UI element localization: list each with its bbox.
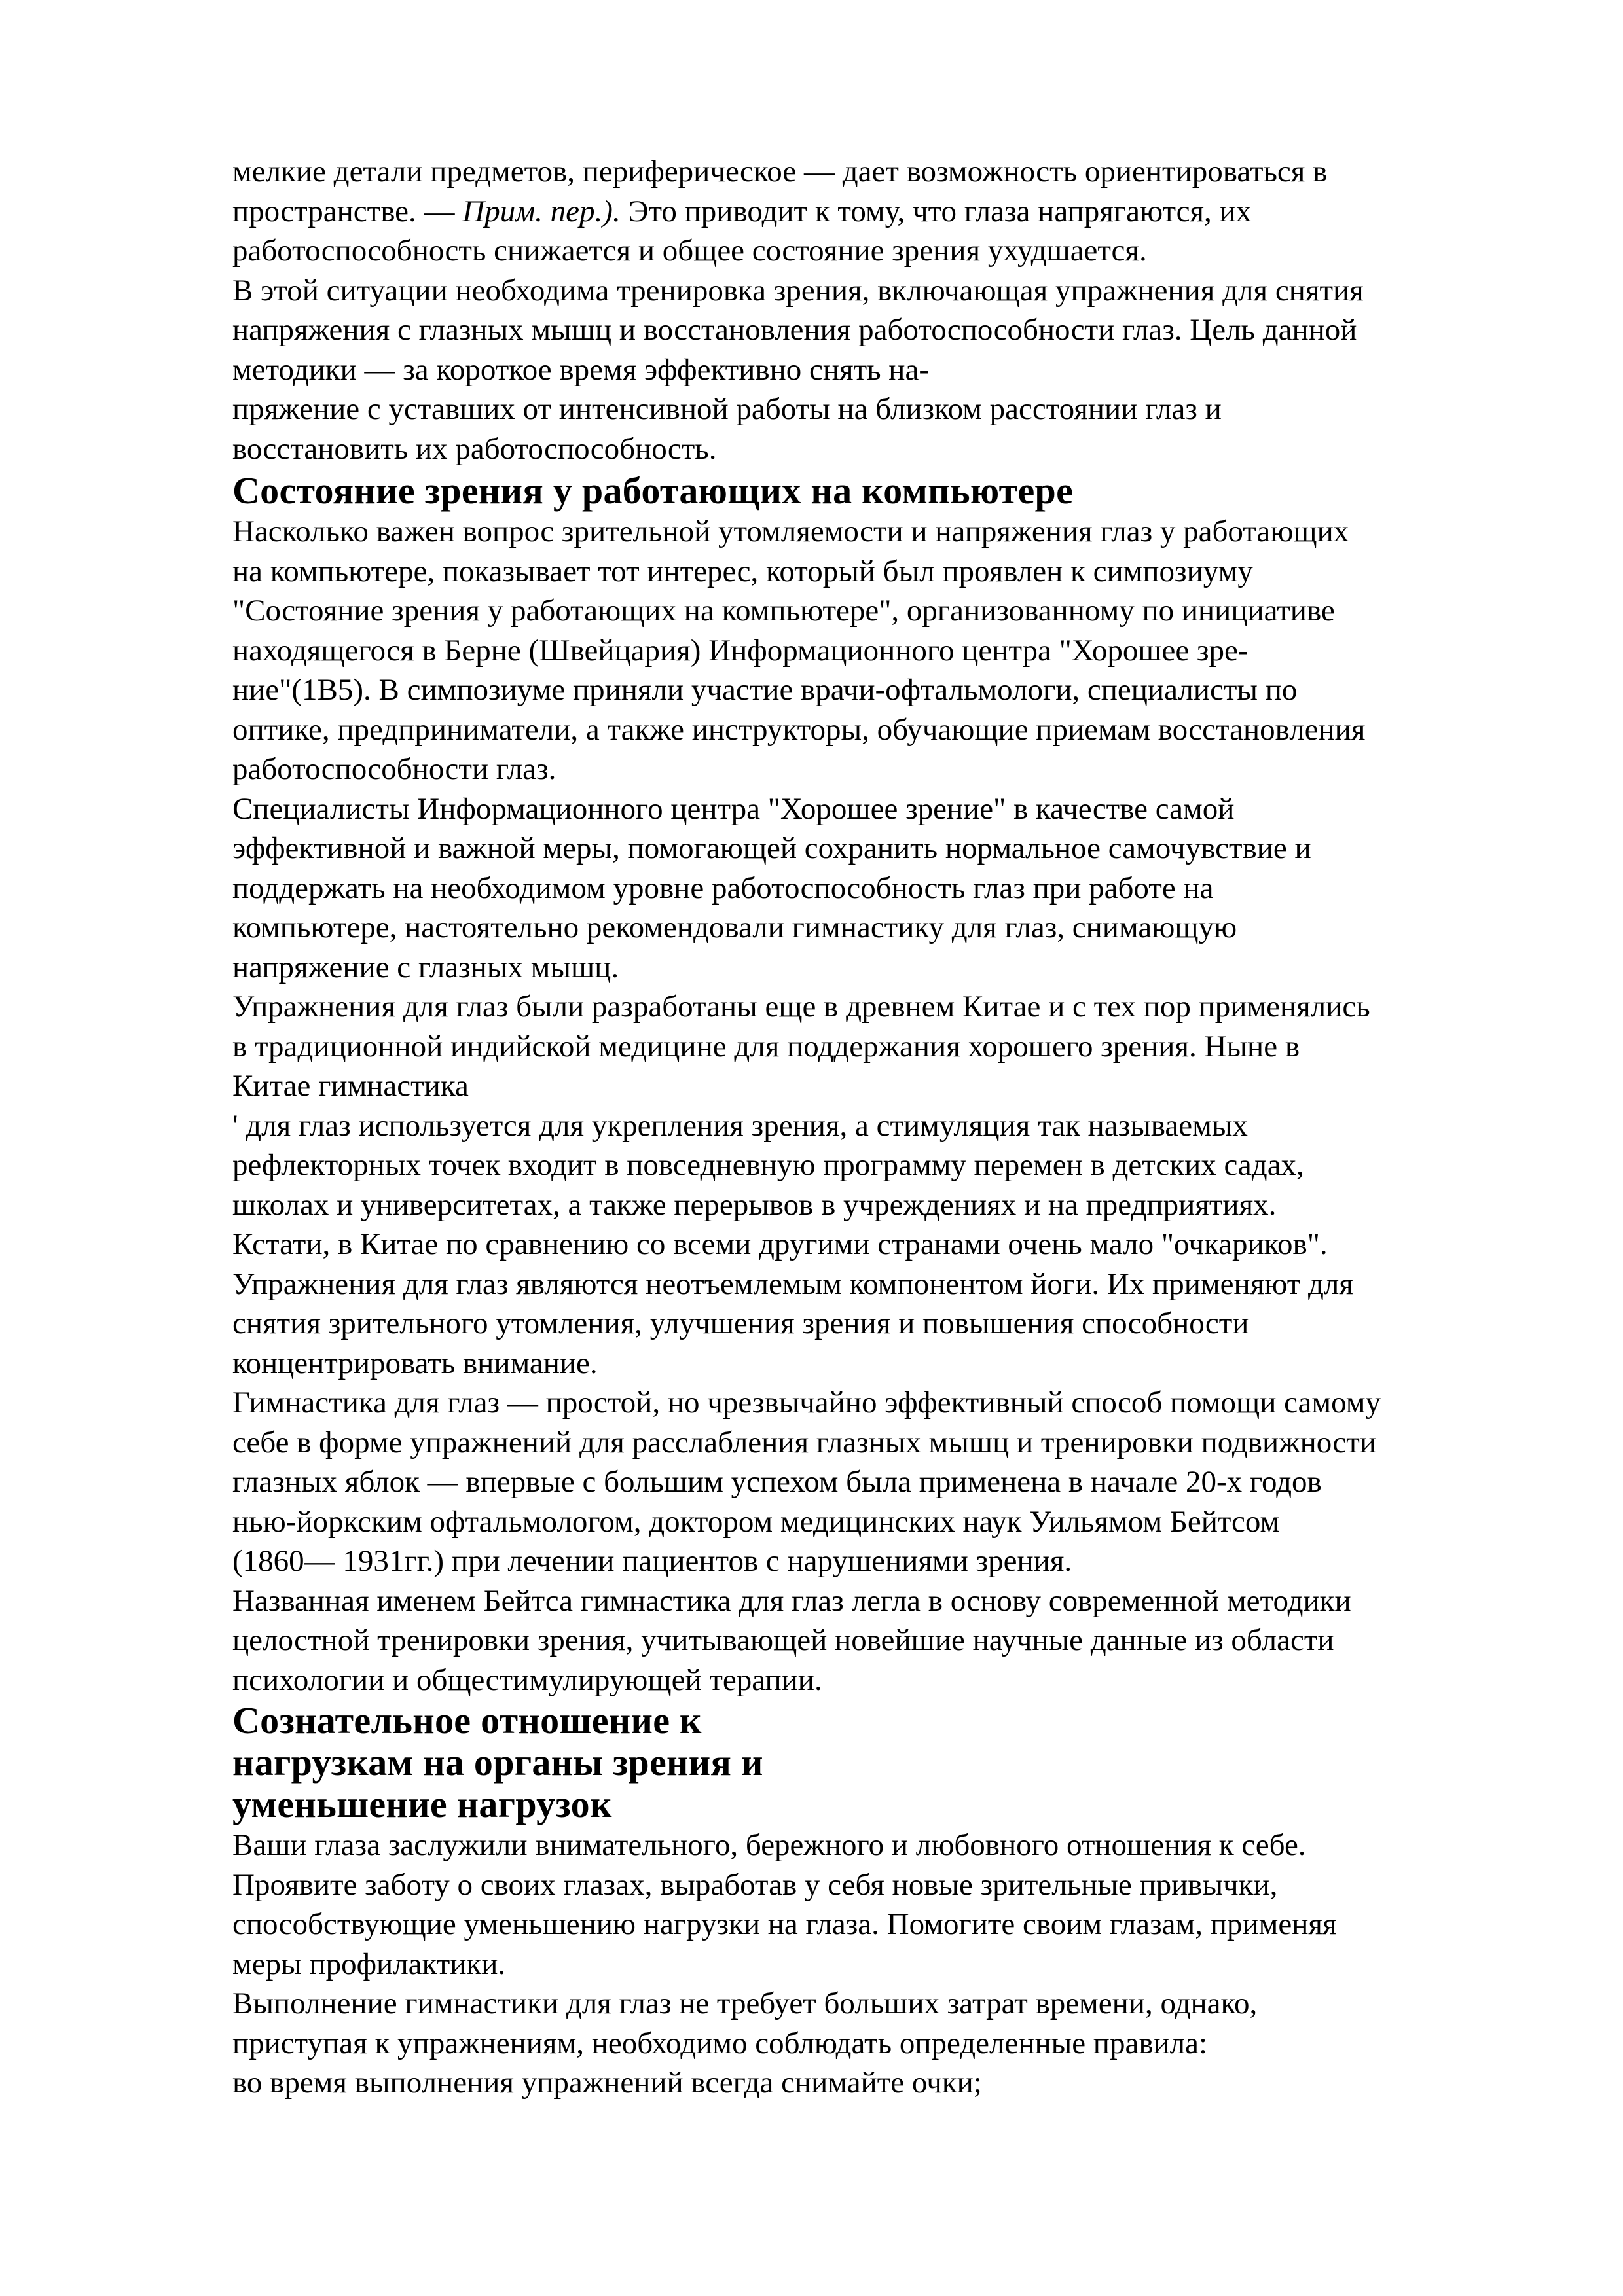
section-heading-eye-load [232, 1700, 1535, 1825]
text-line: Насколько важен вопрос зрительной утомляемости и напряжения глаз у работающих [232, 514, 1349, 548]
heading-line: Сознательное отношение к [232, 1699, 702, 1742]
text-line: Кстати, в Китае по сравнению со всеми другими странами очень мало "очкариков". [232, 1227, 1328, 1261]
heading-line: уменьшение нагрузок [232, 1783, 612, 1825]
text-line: во время выполнения упражнений всегда снимайте очки; [232, 2066, 982, 2100]
text-line: напряжение с глазных мышц. [232, 950, 619, 984]
paragraph-13 [232, 1984, 1535, 2063]
text-segment: пространстве. — [232, 194, 463, 228]
text-line: работоспособности глаз. [232, 752, 556, 786]
text-line: эффективной и важной меры, помогающей сохранить нормальное самочувствие и [232, 831, 1311, 865]
text-line: ' для глаз используется для укрепления зрения, а стимуляция так называемых [232, 1108, 1248, 1143]
text-line: методики — за короткое время эффективно снять на- [232, 352, 929, 387]
text-line: компьютере, настоятельно рекомендовали гимнастику для глаз, снимающую [232, 910, 1237, 944]
text-line: концентрировать внимание. [232, 1346, 598, 1380]
text-line: Проявите заботу о своих глазах, выработав у себя новые зрительные привычки, [232, 1867, 1278, 1902]
text-line: Упражнения для глаз были разработаны еще в древнем Китае и с тех пор применялись [232, 990, 1370, 1024]
paragraph-1 [232, 152, 1535, 271]
paragraph-2 [232, 271, 1535, 390]
text-line [232, 192, 1535, 232]
paragraph-6 [232, 987, 1535, 1106]
text-line: "Состояние зрения у работающих на компьютере", организованному по инициативе [232, 594, 1335, 628]
text-line: Гимнастика для глаз — простой, но чрезвычайно эффективный способ помощи самому [232, 1386, 1381, 1420]
paragraph-11 [232, 1581, 1535, 1700]
text-line: школах и университетах, а также перерывов в учреждениях и на предприятиях. [232, 1187, 1277, 1222]
text-line: Специалисты Информационного центра "Хорошее зрение" в качестве самой [232, 791, 1235, 826]
text-line: работоспособность снижается и общее состояние зрения ухудшается. [232, 234, 1147, 268]
text-line: В этой ситуации необходима тренировка зрения, включающая упражнения для снятия [232, 273, 1364, 308]
paragraph-3 [232, 389, 1535, 469]
text-line: Китае гимнастика [232, 1069, 469, 1103]
text-line: глазных яблок — впервые с большим успехом была применена в начале 20-х годов [232, 1465, 1322, 1499]
text-line: напряжения с глазных мышц и восстановления работоспособности глаз. Цель данной [232, 313, 1357, 347]
text-line: мелкие детали предметов, периферическое — дает возможность ориентироваться в [232, 154, 1328, 188]
text-line: способствующие уменьшению нагрузки на глаза. Помогите своим глазам, применяя [232, 1907, 1337, 1941]
paragraph-7 [232, 1106, 1535, 1225]
translator-note: Прим. пер.). [462, 194, 621, 228]
text-line: на компьютере, показывает тот интерес, который был проявлен к симпозиуму [232, 554, 1253, 588]
text-segment: Это приводит к тому, что глаза напрягаются, их [620, 194, 1252, 228]
paragraph-10 [232, 1383, 1535, 1581]
text-line: целостной тренировки зрения, учитывающей новейшие научные данные из области [232, 1623, 1334, 1657]
text-line: ние"(1В5). В симпозиуме приняли участие врачи-офтальмологи, специалисты по [232, 673, 1298, 707]
text-line: поддержать на необходимом уровне работоспособность глаз при работе на [232, 870, 1214, 905]
document-body [232, 152, 1535, 2103]
heading-line: нагрузкам на органы зрения и [232, 1741, 763, 1784]
text-line: снятия зрительного утомления, улучшения зрения и повышения способности [232, 1306, 1249, 1340]
paragraph-12 [232, 1825, 1535, 1984]
text-line: в традиционной индийской медицине для поддержания хорошего зрения. Ныне в [232, 1029, 1300, 1064]
text-line: меры профилактики. [232, 1946, 506, 1981]
text-line: себе в форме упражнений для расслабления глазных мышц и тренировки подвижности [232, 1425, 1376, 1460]
text-line: Упражнения для глаз являются неотъемлемым компонентом йоги. Их применяют для [232, 1266, 1353, 1301]
text-line: Выполнение гимнастики для глаз не требует больших затрат времени, однако, [232, 1986, 1258, 2020]
paragraph-14 [232, 2063, 1535, 2103]
text-line: приступая к упражнениям, необходимо соблюдать определенные правила: [232, 2026, 1208, 2060]
section-heading-computer-vision [232, 470, 1535, 512]
text-line: Названная именем Бейтса гимнастика для глаз легла в основу современной методики [232, 1583, 1351, 1618]
text-line: пряжение с уставших от интенсивной работы на близком расстоянии глаз и [232, 392, 1222, 426]
text-line: восстановить их работоспособность. [232, 431, 717, 466]
paragraph-8 [232, 1225, 1535, 1265]
text-line: психологии и общестимулирующей терапии. [232, 1662, 822, 1697]
heading-line: Состояние зрения у работающих на компьютере [232, 469, 1074, 512]
text-line: находящегося в Берне (Швейцария) Информационного центра "Хорошее зре- [232, 633, 1249, 668]
paragraph-9 [232, 1265, 1535, 1384]
text-line: Ваши глаза заслужили внимательного, бережного и любовного отношения к себе. [232, 1828, 1306, 1862]
paragraph-5 [232, 789, 1535, 988]
text-line: рефлекторных точек входит в повседневную программу перемен в детских садах, [232, 1148, 1304, 1182]
paragraph-4 [232, 512, 1535, 789]
text-line: оптике, предприниматели, а также инструкторы, обучающие приемам восстановления [232, 712, 1366, 747]
text-line: нью-йоркским офтальмологом, доктором медицинских наук Уильямом Бейтсом [232, 1504, 1280, 1539]
text-line: (1860— 1931гг.) при лечении пациентов с нарушениями зрения. [232, 1544, 1072, 1578]
